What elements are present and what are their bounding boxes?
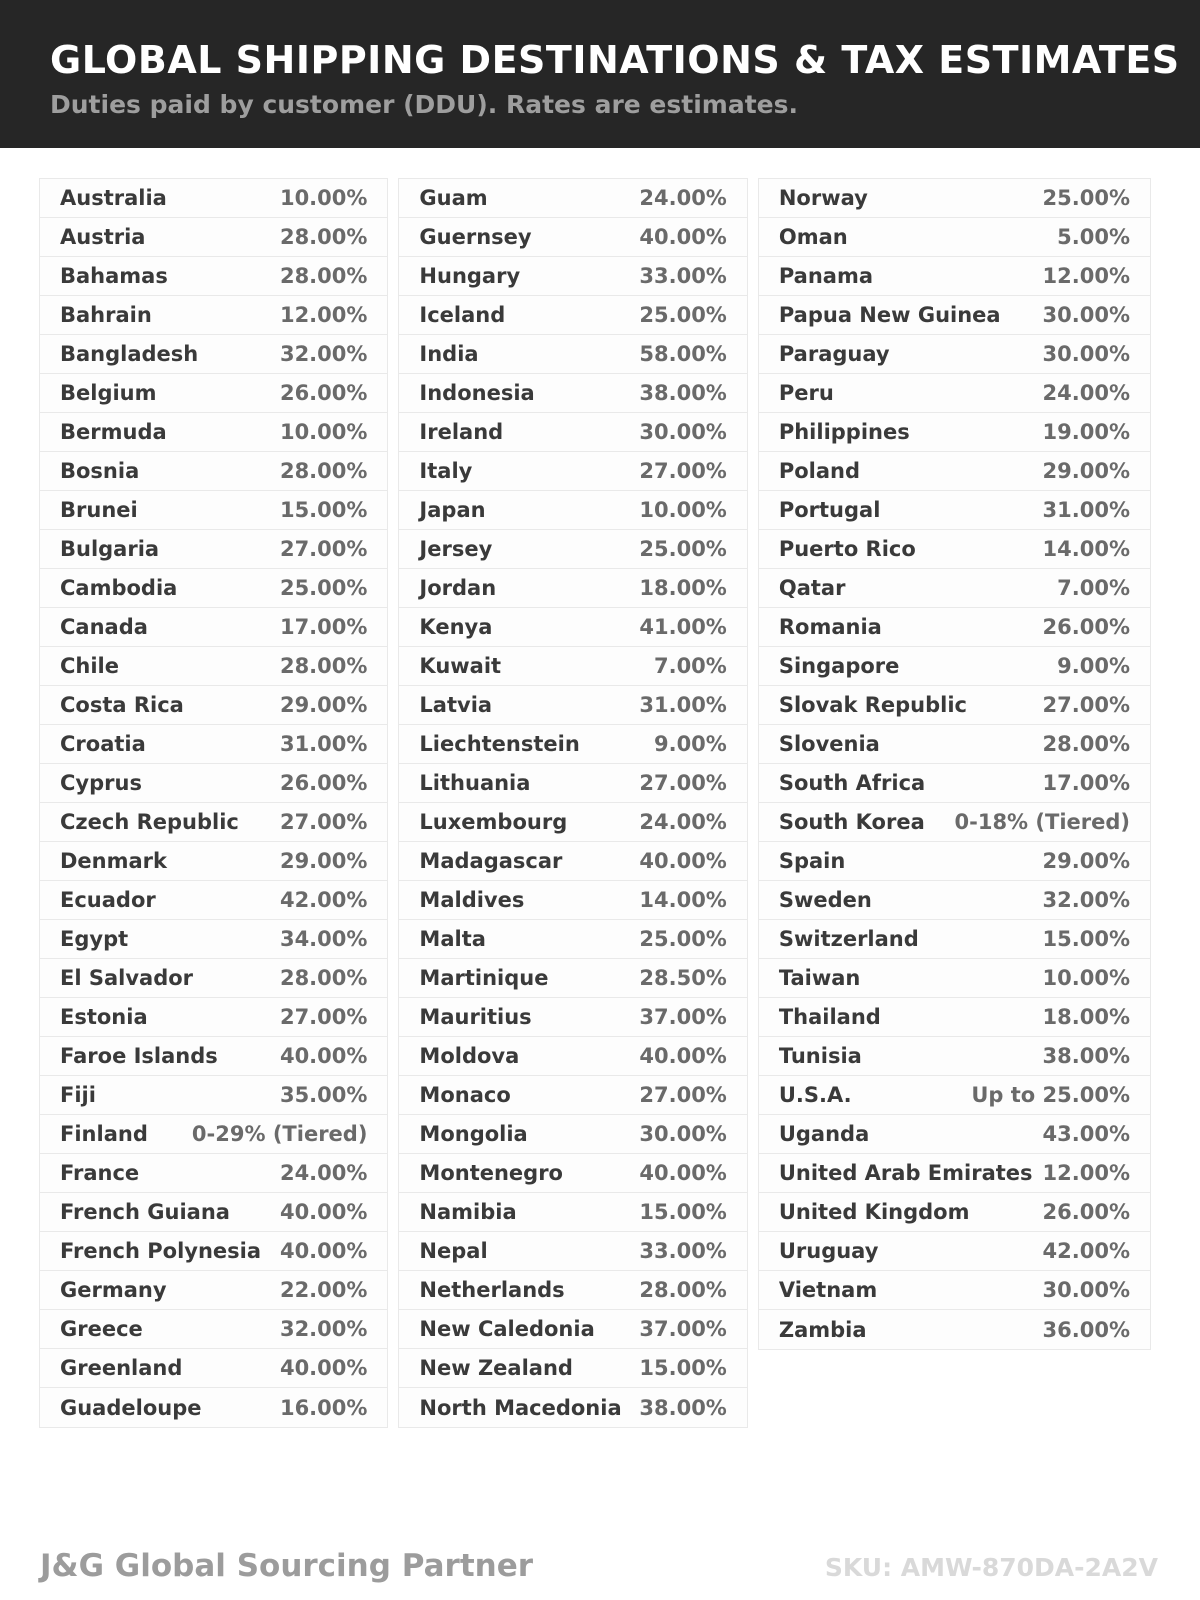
country-name: Ireland <box>419 420 504 444</box>
country-name: Liechtenstein <box>419 732 580 756</box>
table-row <box>399 296 746 335</box>
country-name: Norway <box>778 186 868 210</box>
country-name: Martinique <box>419 966 549 990</box>
table-row <box>399 1388 746 1427</box>
country-name: Luxembourg <box>419 810 568 834</box>
table-row <box>759 1310 1150 1349</box>
table-row <box>399 881 746 920</box>
country-name: South Korea <box>778 810 925 834</box>
country-name: Ecuador <box>60 888 156 912</box>
tax-rate-value: 32.00% <box>1042 888 1130 912</box>
table-row <box>759 257 1150 296</box>
tax-rate-value: 30.00% <box>639 420 727 444</box>
country-name: Malta <box>419 927 486 951</box>
country-name: Czech Republic <box>60 810 239 834</box>
table-row <box>40 1388 387 1427</box>
table-row <box>399 1271 746 1310</box>
tax-rate-value: 0-29% (Tiered) <box>191 1122 368 1146</box>
tax-rate-value: 27.00% <box>639 1083 727 1107</box>
tax-rate-value: 28.50% <box>639 966 727 990</box>
tax-rate-value: 15.00% <box>279 498 368 522</box>
table-row <box>759 803 1150 842</box>
table-row <box>399 1037 746 1076</box>
footer <box>40 1548 1158 1584</box>
country-name: Tunisia <box>778 1044 862 1068</box>
tax-rate-value: 17.00% <box>1042 771 1130 795</box>
tax-rate-value: 0-18% (Tiered) <box>954 810 1130 834</box>
table-row <box>399 1232 746 1271</box>
country-name: Monaco <box>419 1083 511 1107</box>
tax-rate-value: 15.00% <box>639 1200 727 1224</box>
tax-rate-value: 7.00% <box>653 654 727 678</box>
tax-rate-value: 40.00% <box>639 849 727 873</box>
table-row <box>399 1193 746 1232</box>
tax-rate-value: 10.00% <box>639 498 727 522</box>
table-row <box>399 1154 746 1193</box>
tax-rate-value: 37.00% <box>639 1317 727 1341</box>
tax-rate-value: 12.00% <box>1042 1161 1130 1185</box>
country-name: Japan <box>419 498 486 522</box>
tax-rate-value: 26.00% <box>279 771 368 795</box>
tax-rate-value: 38.00% <box>639 381 727 405</box>
table-row <box>40 452 387 491</box>
tax-rate-value: 28.00% <box>639 1278 727 1302</box>
country-name: Kuwait <box>419 654 502 678</box>
country-name: Australia <box>60 186 167 210</box>
table-row <box>399 335 746 374</box>
table-row <box>759 686 1150 725</box>
country-name: Iceland <box>419 303 506 327</box>
country-name: Uganda <box>778 1122 870 1146</box>
tax-rate-value: 5.00% <box>1057 225 1130 249</box>
tax-rate-value: 16.00% <box>279 1395 368 1420</box>
table-row <box>40 491 387 530</box>
table-row <box>399 647 746 686</box>
table-row <box>399 1310 746 1349</box>
tax-rate-value: 25.00% <box>639 927 727 951</box>
table-row <box>759 764 1150 803</box>
table-row <box>40 1037 387 1076</box>
table-row <box>399 218 746 257</box>
table-column-1 <box>39 178 388 1428</box>
table-column-3 <box>758 178 1151 1350</box>
country-name: Puerto Rico <box>778 537 916 561</box>
country-name: Jordan <box>419 576 497 600</box>
table-row <box>40 374 387 413</box>
table-row <box>40 218 387 257</box>
table-row <box>759 647 1150 686</box>
country-name: El Salvador <box>60 966 194 990</box>
table-row <box>40 1349 387 1388</box>
table-row <box>399 374 746 413</box>
country-name: Mauritius <box>419 1005 532 1029</box>
table-row <box>759 491 1150 530</box>
tax-rate-value: 40.00% <box>639 1044 727 1068</box>
country-name: Paraguay <box>778 342 890 366</box>
country-name: Finland <box>60 1122 148 1146</box>
tax-rate-value: 41.00% <box>639 615 727 639</box>
country-name: New Zealand <box>419 1356 573 1380</box>
country-name: Taiwan <box>778 966 861 990</box>
tax-rate-value: 27.00% <box>279 537 368 561</box>
table-row <box>759 1115 1150 1154</box>
tax-rate-value: 25.00% <box>639 537 727 561</box>
tax-rate-value: 37.00% <box>639 1005 727 1029</box>
country-name: Italy <box>419 459 473 483</box>
tax-rate-value: 18.00% <box>1042 1005 1130 1029</box>
tax-rate-value: 10.00% <box>279 186 368 210</box>
tax-rate-value: 30.00% <box>639 1122 727 1146</box>
table-row <box>759 530 1150 569</box>
tax-rate-value: 12.00% <box>279 303 368 327</box>
country-name: United Kingdom <box>778 1200 970 1224</box>
page-title: GLOBAL SHIPPING DESTINATIONS & TAX ESTIMATES <box>50 38 1180 82</box>
tax-rate-value: 27.00% <box>639 459 727 483</box>
table-row <box>759 998 1150 1037</box>
tax-rate-value: 40.00% <box>639 225 727 249</box>
table-row <box>759 1271 1150 1310</box>
table-row <box>399 179 746 218</box>
table-row <box>399 608 746 647</box>
country-name: Romania <box>778 615 882 639</box>
table-row <box>40 686 387 725</box>
table-row <box>759 335 1150 374</box>
table-row <box>399 998 746 1037</box>
tax-rate-value: 15.00% <box>1042 927 1130 951</box>
table-row <box>40 413 387 452</box>
table-row <box>40 179 387 218</box>
country-name: Germany <box>60 1278 167 1302</box>
country-name: New Caledonia <box>419 1317 595 1341</box>
tax-rate-value: 33.00% <box>639 264 727 288</box>
country-name: Chile <box>60 654 120 678</box>
table-row <box>40 1154 387 1193</box>
country-name: Indonesia <box>419 381 535 405</box>
tax-rate-value: 34.00% <box>279 927 368 951</box>
country-name: Latvia <box>419 693 493 717</box>
country-name: Bahrain <box>60 303 152 327</box>
tax-rate-value: 29.00% <box>1042 459 1130 483</box>
tax-rate-value: 40.00% <box>279 1239 368 1263</box>
country-name: Estonia <box>60 1005 148 1029</box>
header-banner <box>0 0 1200 148</box>
table-row <box>759 725 1150 764</box>
tax-rate-value: 40.00% <box>639 1161 727 1185</box>
country-name: Portugal <box>778 498 881 522</box>
tax-rate-value: 28.00% <box>1042 732 1130 756</box>
tax-rate-value: 38.00% <box>1042 1044 1130 1068</box>
country-name: Denmark <box>60 849 167 873</box>
tax-rate-value: 35.00% <box>279 1083 368 1107</box>
tax-rate-value: 15.00% <box>639 1356 727 1380</box>
country-name: Greenland <box>60 1356 183 1380</box>
table-row <box>40 842 387 881</box>
country-name: Cambodia <box>60 576 178 600</box>
tax-rate-value: 29.00% <box>279 693 368 717</box>
table-row <box>399 413 746 452</box>
tax-rate-value: 30.00% <box>1042 303 1130 327</box>
table-row <box>399 257 746 296</box>
tax-rate-value: 26.00% <box>279 381 368 405</box>
country-name: Austria <box>60 225 146 249</box>
country-name: French Guiana <box>60 1200 230 1224</box>
country-name: Maldives <box>419 888 525 912</box>
tax-rate-value: 7.00% <box>1057 576 1130 600</box>
table-row <box>759 1037 1150 1076</box>
tax-rate-value: 28.00% <box>279 654 368 678</box>
table-column-2 <box>398 178 747 1428</box>
tax-rate-value: 28.00% <box>279 966 368 990</box>
brand-name: J&G Global Sourcing Partner <box>40 1548 534 1584</box>
table-row <box>399 1349 746 1388</box>
tax-rate-value: 10.00% <box>1042 966 1130 990</box>
tax-rate-value: 38.00% <box>639 1395 727 1420</box>
country-name: Bangladesh <box>60 342 199 366</box>
table-row <box>759 296 1150 335</box>
country-name: Bermuda <box>60 420 167 444</box>
country-name: Slovak Republic <box>778 693 968 717</box>
tax-rate-value: 14.00% <box>639 888 727 912</box>
table-row <box>40 1193 387 1232</box>
tax-rate-value: 27.00% <box>279 1005 368 1029</box>
table-row <box>399 920 746 959</box>
tax-rate-value: 32.00% <box>279 342 368 366</box>
table-row <box>40 1232 387 1271</box>
table-row <box>399 1115 746 1154</box>
country-name: France <box>60 1161 140 1185</box>
table-row <box>759 1232 1150 1271</box>
tax-rate-value: 29.00% <box>1042 849 1130 873</box>
country-name: Moldova <box>419 1044 520 1068</box>
country-name: Cyprus <box>60 771 142 795</box>
country-name: U.S.A. <box>778 1083 852 1107</box>
table-row <box>759 413 1150 452</box>
table-row <box>40 725 387 764</box>
tax-rate-value: 24.00% <box>279 1161 368 1185</box>
country-name: Singapore <box>778 654 900 678</box>
tax-rate-value: 12.00% <box>1042 264 1130 288</box>
table-row <box>399 803 746 842</box>
country-name: Faroe Islands <box>60 1044 218 1068</box>
tax-rate-value: 10.00% <box>279 420 368 444</box>
tax-rate-value: 32.00% <box>279 1317 368 1341</box>
country-name: Fiji <box>60 1083 96 1107</box>
tax-rate-value: 36.00% <box>1042 1317 1130 1342</box>
table-row <box>399 1076 746 1115</box>
tax-rate-value: 24.00% <box>639 186 727 210</box>
tax-rate-value: 27.00% <box>279 810 368 834</box>
tax-rate-value: 28.00% <box>279 225 368 249</box>
country-name: Bahamas <box>60 264 168 288</box>
tax-rate-value: 18.00% <box>639 576 727 600</box>
table-row <box>399 452 746 491</box>
table-row <box>40 608 387 647</box>
country-name: Thailand <box>778 1005 881 1029</box>
table-row <box>759 218 1150 257</box>
country-name: India <box>419 342 479 366</box>
country-name: Guadeloupe <box>60 1395 202 1420</box>
table-row <box>399 842 746 881</box>
country-name: North Macedonia <box>419 1395 622 1420</box>
tax-rate-value: 31.00% <box>1042 498 1130 522</box>
table-row <box>399 530 746 569</box>
tax-rate-value: 40.00% <box>279 1044 368 1068</box>
tax-rate-value: 27.00% <box>1042 693 1130 717</box>
country-name: Kenya <box>419 615 493 639</box>
table-row <box>759 374 1150 413</box>
country-name: Hungary <box>419 264 521 288</box>
table-row <box>759 1076 1150 1115</box>
table-row <box>40 920 387 959</box>
table-row <box>759 1193 1150 1232</box>
tax-rate-value: 43.00% <box>1042 1122 1130 1146</box>
tax-rate-value: 28.00% <box>279 459 368 483</box>
country-name: Qatar <box>778 576 846 600</box>
table-row <box>399 725 746 764</box>
country-name: Slovenia <box>778 732 880 756</box>
table-row <box>40 296 387 335</box>
table-row <box>759 569 1150 608</box>
tax-rate-value: 19.00% <box>1042 420 1130 444</box>
country-name: Guernsey <box>419 225 532 249</box>
table-row <box>40 1115 387 1154</box>
table-row <box>399 491 746 530</box>
table-row <box>759 920 1150 959</box>
tax-rate-value: 40.00% <box>279 1200 368 1224</box>
tax-rate-value: 42.00% <box>1042 1239 1130 1263</box>
country-name: Panama <box>778 264 874 288</box>
table-row <box>40 1076 387 1115</box>
tax-rate-value: 24.00% <box>639 810 727 834</box>
country-name: Zambia <box>778 1317 867 1342</box>
tax-rate-value: 30.00% <box>1042 1278 1130 1302</box>
country-name: Switzerland <box>778 927 919 951</box>
country-name: Bosnia <box>60 459 140 483</box>
tax-rate-value: 17.00% <box>279 615 368 639</box>
country-name: Croatia <box>60 732 146 756</box>
tax-rate-value: 24.00% <box>1042 381 1130 405</box>
country-name: South Africa <box>778 771 926 795</box>
country-name: Sweden <box>778 888 872 912</box>
tax-rate-value: 22.00% <box>279 1278 368 1302</box>
table-row <box>40 881 387 920</box>
country-name: Madagascar <box>419 849 563 873</box>
country-name: Poland <box>778 459 861 483</box>
page-subtitle: Duties paid by customer (DDU). Rates are estimates. <box>50 89 798 119</box>
country-name: Mongolia <box>419 1122 528 1146</box>
tax-rate-value: 31.00% <box>279 732 368 756</box>
tax-rate-value: 30.00% <box>1042 342 1130 366</box>
country-name: Belgium <box>60 381 157 405</box>
table-row <box>759 881 1150 920</box>
country-name: United Arab Emirates <box>778 1161 1033 1185</box>
country-name: Lithuania <box>419 771 531 795</box>
table-row <box>399 569 746 608</box>
table-row <box>40 803 387 842</box>
tax-rate-value: 9.00% <box>653 732 727 756</box>
sku-label: SKU: AMW-870DA-2A2V <box>824 1553 1158 1582</box>
tax-rate-value: 25.00% <box>279 576 368 600</box>
tax-rate-value: 31.00% <box>639 693 727 717</box>
country-name: Montenegro <box>419 1161 563 1185</box>
table-row <box>40 959 387 998</box>
country-name: Jersey <box>419 537 493 561</box>
table-row <box>759 608 1150 647</box>
country-name: French Polynesia <box>60 1239 262 1263</box>
tax-rate-value: 29.00% <box>279 849 368 873</box>
country-name: Uruguay <box>778 1239 879 1263</box>
table-row <box>759 959 1150 998</box>
table-row <box>40 530 387 569</box>
table-row <box>40 257 387 296</box>
country-name: Bulgaria <box>60 537 160 561</box>
table-row <box>40 647 387 686</box>
country-name: Spain <box>778 849 846 873</box>
tax-rate-value: 14.00% <box>1042 537 1130 561</box>
country-name: Vietnam <box>778 1278 878 1302</box>
table-row <box>759 452 1150 491</box>
tax-rate-value: 27.00% <box>639 771 727 795</box>
country-name: Canada <box>60 615 148 639</box>
tax-rate-value: 25.00% <box>1042 186 1130 210</box>
tax-rate-value: 42.00% <box>279 888 368 912</box>
tax-rate-value: 9.00% <box>1057 654 1130 678</box>
table-row <box>399 764 746 803</box>
table-row <box>759 179 1150 218</box>
tax-rate-value: 58.00% <box>639 342 727 366</box>
table-row <box>399 959 746 998</box>
country-name: Brunei <box>60 498 138 522</box>
tax-rate-value: 40.00% <box>279 1356 368 1380</box>
tax-rate-value: 28.00% <box>279 264 368 288</box>
table-row <box>40 335 387 374</box>
country-name: Peru <box>778 381 834 405</box>
tax-rate-value: Up to 25.00% <box>971 1083 1130 1107</box>
country-name: Guam <box>419 186 488 210</box>
country-name: Greece <box>60 1317 143 1341</box>
country-name: Namibia <box>419 1200 517 1224</box>
table-row <box>759 842 1150 881</box>
table-row <box>40 764 387 803</box>
table-row <box>40 1310 387 1349</box>
table-row <box>759 1154 1150 1193</box>
country-name: Oman <box>778 225 848 249</box>
tax-rate-value: 33.00% <box>639 1239 727 1263</box>
table-row <box>40 569 387 608</box>
tax-rate-value: 26.00% <box>1042 615 1130 639</box>
country-name: Egypt <box>60 927 129 951</box>
country-name: Costa Rica <box>60 693 184 717</box>
country-name: Nepal <box>419 1239 488 1263</box>
country-name: Netherlands <box>419 1278 565 1302</box>
table-row <box>40 1271 387 1310</box>
tax-rate-value: 25.00% <box>639 303 727 327</box>
tax-rate-value: 26.00% <box>1042 1200 1130 1224</box>
country-name: Philippines <box>778 420 910 444</box>
table-row <box>40 998 387 1037</box>
country-name: Papua New Guinea <box>778 303 1001 327</box>
tax-rate-table <box>39 178 1151 1428</box>
table-row <box>399 686 746 725</box>
